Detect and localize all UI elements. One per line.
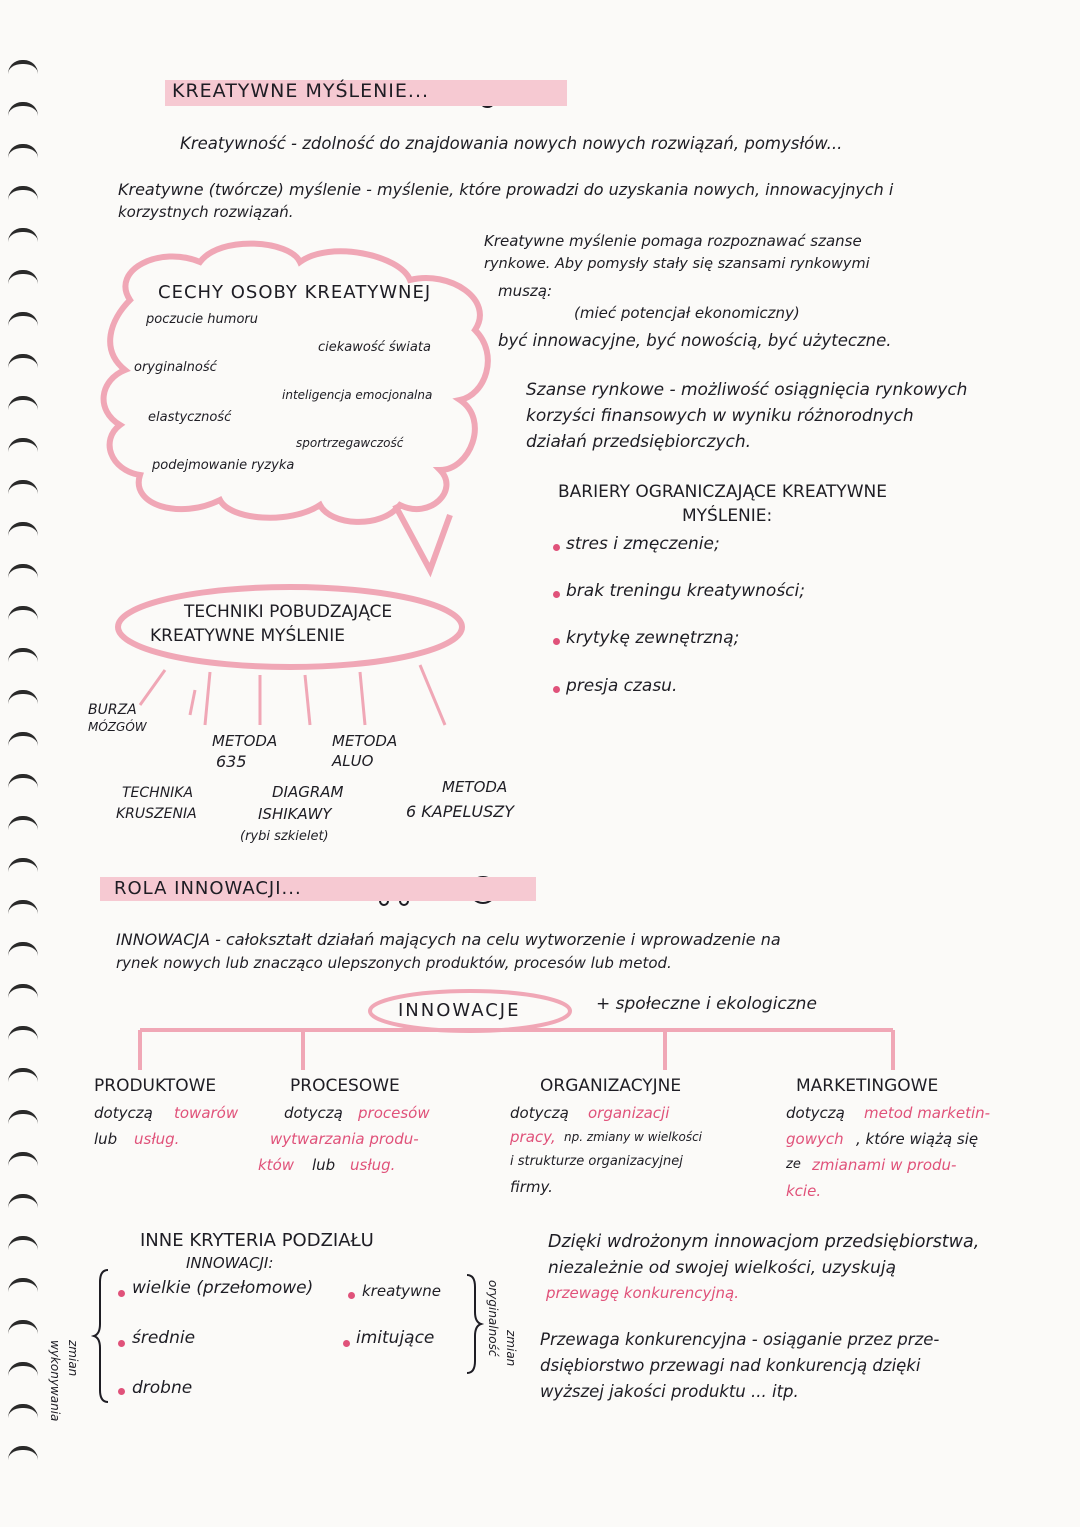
kryteria-side: zmian: [66, 1340, 80, 1377]
technique-kruszenia: KRUSZENIA: [116, 806, 197, 822]
section2-title: ROLA INNOWACJI...: [114, 878, 302, 899]
type-text: lub: [94, 1130, 118, 1148]
przewaga-line: wyższej jakości produktu ... itp.: [540, 1382, 799, 1401]
type-text-pink: wytwarzania produ-: [270, 1130, 419, 1148]
type-text: dotyczą: [510, 1104, 569, 1122]
bariery-title-2: MYŚLENIE:: [682, 506, 773, 526]
kryterium-item: wielkie (przełomowe): [132, 1278, 314, 1298]
cloud-tail: [395, 505, 450, 570]
summary-line-pink: przewagę konkurencyjną.: [546, 1284, 739, 1302]
techniki-title-2: KREATYWNE MYŚLENIE: [150, 626, 345, 646]
techniki-title-1: TECHNIKI POBUDZAJĄCE: [184, 602, 393, 622]
type-text: i strukturze organizacyjnej: [510, 1154, 683, 1169]
innowacje-center: INNOWACJE: [398, 1000, 521, 1021]
type-text-pink: usług.: [350, 1156, 396, 1174]
pomaga-line-2: rynkowe. Aby pomysły stały się szansami rynkowymi: [484, 256, 870, 272]
definition-myslenie-1: Kreatywne (twórcze) myślenie - myślenie, które prowadzi do uzyskania nowych, innowacyjnych i: [118, 180, 894, 199]
brace-left: [94, 1270, 108, 1402]
innowacja-def-2: rynek nowych lub znacząco ulepszonych produktów, procesów lub metod.: [116, 954, 672, 972]
type-text: , które wiążą się: [856, 1130, 979, 1148]
summary-line: Dzięki wdrożonym innowacjom przedsiębiorstwa,: [548, 1232, 980, 1252]
brace-right: [467, 1275, 481, 1373]
type-text-pink: organizacji: [588, 1104, 670, 1122]
pomaga-line-3: muszą:: [498, 282, 553, 300]
szanse-line-3: działań przedsiębiorczych.: [526, 432, 752, 452]
type-title: MARKETINGOWE: [796, 1076, 939, 1096]
cecha-item: elastyczność: [148, 410, 232, 425]
bariera-item: presja czasu.: [566, 676, 678, 696]
type-text: dotyczą: [786, 1104, 845, 1122]
kryteria-side: wykonywania: [48, 1340, 62, 1422]
technique-ishikawy: ISHIKAWY: [258, 805, 332, 823]
innowacja-def-1: INNOWACJA - całokształt działań mających na celu wytworzenie i wprowadzenie na: [116, 930, 781, 949]
type-text-pink: usług.: [134, 1130, 180, 1148]
kryteria-side-2: oryginalność: [486, 1280, 500, 1357]
technique-aluo: ALUO: [332, 752, 374, 770]
przewaga-line: dsiębiorstwo przewagi nad konkurencją dzięki: [540, 1356, 921, 1375]
cecha-item: sportrzegawczość: [296, 436, 404, 450]
type-text-pink: kcie.: [786, 1182, 822, 1200]
szanse-line-1: Szanse rynkowe - możliwość osiągnięcia rynkowych: [526, 380, 968, 400]
cecha-item: poczucie humoru: [146, 312, 258, 327]
technique-kapelusze: METODA: [442, 778, 508, 796]
technique-ishikawy: DIAGRAM: [272, 783, 344, 801]
type-text: firmy.: [510, 1178, 553, 1196]
type-text-pink: metod marketin-: [864, 1104, 991, 1122]
bariera-item: stres i zmęczenie;: [566, 534, 720, 554]
definition-myslenie-2: korzystnych rozwiązań.: [118, 203, 294, 221]
bariera-item: brak treningu kreatywności;: [566, 581, 805, 601]
bariery-title-1: BARIERY OGRANICZAJĄCE KREATYWNE: [558, 482, 887, 502]
kryteria-title-1: INNE KRYTERIA PODZIAŁU: [140, 1230, 374, 1251]
section-title: KREATYWNE MYŚLENIE...: [172, 80, 430, 102]
kryterium-item: kreatywne: [362, 1282, 442, 1300]
kryteria-side-2: zmian: [504, 1330, 518, 1367]
cecha-item: oryginalność: [134, 360, 217, 375]
type-text: lub: [312, 1156, 336, 1174]
technique-kapelusze: 6 KAPELUSZY: [406, 802, 514, 821]
technique-635: 635: [216, 752, 247, 771]
cecha-item: inteligencja emocjonalna: [282, 388, 433, 402]
cecha-item: ciekawość świata: [318, 340, 431, 355]
kryterium-item: średnie: [132, 1328, 196, 1348]
type-text-pink: procesów: [358, 1104, 430, 1122]
type-title: PROCESOWE: [290, 1076, 400, 1096]
type-text-pink: pracy,: [510, 1128, 556, 1146]
kryterium-item: drobne: [132, 1378, 193, 1398]
definition-kreatywnosc: Kreatywność - zdolność do znajdowania nowych nowych rozwiązań, pomysłów...: [180, 134, 843, 153]
type-text: np. zmiany w wielkości: [564, 1130, 703, 1144]
cechy-title: CECHY OSOBY KREATYWNEJ: [158, 282, 432, 303]
type-text: ze: [786, 1157, 801, 1172]
technique-aluo: METODA: [332, 732, 398, 750]
pomaga-line-1: Kreatywne myślenie pomaga rozpoznawać szanse: [484, 232, 862, 250]
innowacje-plus: + społeczne i ekologiczne: [596, 994, 817, 1014]
type-text-pink: towarów: [174, 1104, 239, 1122]
type-text: dotyczą: [284, 1104, 343, 1122]
type-text: dotyczą: [94, 1104, 153, 1122]
technique-kruszenia: TECHNIKA: [122, 785, 194, 801]
type-text-pink: któw: [258, 1156, 295, 1174]
pomaga-line-4: (mieć potencjał ekonomiczny): [574, 304, 800, 322]
technique-635: METODA: [212, 732, 278, 750]
technique-ishikawy: (rybi szkielet): [240, 829, 329, 844]
szanse-line-2: korzyści finansowych w wyniku różnorodnych: [526, 406, 914, 426]
cecha-item: podejmowanie ryzyka: [152, 458, 295, 473]
pomaga-line-5: być innowacyjne, być nowością, być użyteczne.: [498, 331, 892, 350]
kryterium-item: imitujące: [356, 1328, 435, 1348]
technique-burza: BURZA: [88, 702, 137, 718]
type-title: PRODUKTOWE: [94, 1076, 217, 1096]
bariera-item: krytykę zewnętrzną;: [566, 628, 740, 648]
type-title: ORGANIZACYJNE: [540, 1076, 682, 1096]
type-text-pink: zmianami w produ-: [812, 1156, 957, 1174]
summary-line: niezależnie od swojej wielkości, uzyskują: [548, 1258, 896, 1278]
technique-burza: MÓZGÓW: [88, 720, 147, 734]
type-text-pink: gowych: [786, 1130, 844, 1148]
przewaga-line: Przewaga konkurencyjna - osiąganie przez prze-: [540, 1330, 940, 1349]
kryteria-title-2: INNOWACJI:: [186, 1254, 274, 1272]
